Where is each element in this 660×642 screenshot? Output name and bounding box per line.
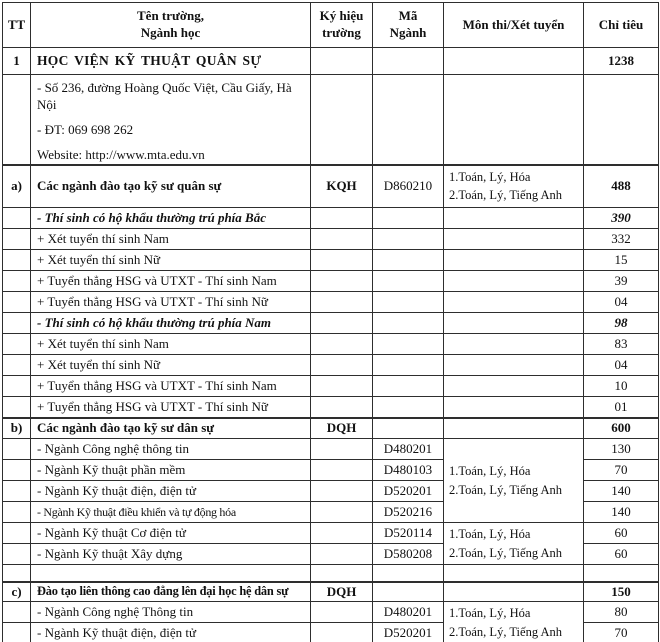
col-header-major-code-line2: Ngành	[389, 25, 427, 40]
cell-tt	[3, 502, 31, 523]
cell-tt: c)	[3, 582, 31, 602]
cell-major-code: D520216	[373, 502, 444, 523]
subjects-line2: 2.Toán, Lý, Tiếng Anh	[449, 188, 563, 203]
table-row	[3, 397, 659, 418]
phone-line: - ĐT: 069 698 262	[37, 121, 134, 137]
cell-school-code	[311, 439, 373, 460]
cell-school-code	[311, 271, 373, 292]
cell-major-code: D520201	[373, 481, 444, 502]
row-region-south	[3, 313, 659, 334]
cell-name: + Xét tuyển thí sinh Nữ	[31, 250, 311, 271]
cell-name: + Tuyển thẳng HSG và UTXT - Thí sinh Nam	[31, 376, 311, 397]
cell-tt	[3, 334, 31, 355]
col-header-subjects: Môn thi/Xét tuyển	[444, 3, 584, 48]
cell-tt	[3, 481, 31, 502]
subjects-line2: 2.Toán, Lý, Tiếng Anh	[449, 545, 563, 560]
cell-quota	[584, 75, 659, 165]
cell-name: Các ngành đào tạo kỹ sư quân sự	[31, 165, 311, 208]
cell-quota: 70	[584, 623, 659, 642]
cell-school-code: KQH	[311, 165, 373, 208]
cell-school-code	[311, 460, 373, 481]
subjects-line1: 1.Toán, Lý, Hóa	[449, 605, 531, 620]
header-row	[3, 3, 659, 48]
cell-name: - Ngành Kỹ thuật Xây dựng	[31, 544, 311, 565]
subjects-line1: 1.Toán, Lý, Hóa	[449, 169, 531, 184]
cell-tt	[3, 355, 31, 376]
cell-quota: 83	[584, 334, 659, 355]
cell-major-code	[373, 355, 444, 376]
cell-major-code	[373, 565, 444, 582]
cell-major-code	[373, 397, 444, 418]
cell-subjects	[444, 271, 584, 292]
cell-name: + Tuyển thẳng HSG và UTXT - Thí sinh Nữ	[31, 292, 311, 313]
cell-tt	[3, 623, 31, 642]
cell-quota: 1238	[584, 48, 659, 75]
cell-major-code	[373, 313, 444, 334]
cell-school-code	[311, 397, 373, 418]
cell-school-code	[311, 544, 373, 565]
cell-name: + Xét tuyển thí sinh Nữ	[31, 355, 311, 376]
cell-quota: 70	[584, 460, 659, 481]
cell-school-code	[311, 481, 373, 502]
table-row	[3, 376, 659, 397]
cell-subjects	[444, 165, 584, 208]
cell-quota: 98	[584, 313, 659, 334]
cell-name: + Xét tuyển thí sinh Nam	[31, 229, 311, 250]
cell-tt	[3, 271, 31, 292]
cell-major-code: D520201	[373, 623, 444, 642]
cell-school-code	[311, 355, 373, 376]
cell-school-code	[311, 229, 373, 250]
table-row	[3, 292, 659, 313]
table-row	[3, 602, 659, 623]
col-header-major-code	[373, 3, 444, 48]
cell-school-code	[311, 292, 373, 313]
address-line: - Số 236, đường Hoàng Quốc Việt, Cầu Giấy, Hà Nội	[37, 80, 292, 112]
cell-major-code	[373, 229, 444, 250]
cell-major-code: D480103	[373, 460, 444, 481]
cell-quota: 60	[584, 544, 659, 565]
cell-school-code	[311, 334, 373, 355]
col-header-name	[31, 3, 311, 48]
cell-name: + Xét tuyển thí sinh Nam	[31, 334, 311, 355]
col-header-tt: TT	[3, 3, 31, 48]
row-academy-info	[3, 75, 659, 165]
cell-subjects	[444, 418, 584, 439]
cell-tt	[3, 523, 31, 544]
cell-tt: a)	[3, 165, 31, 208]
cell-major-code: D520114	[373, 523, 444, 544]
cell-tt	[3, 397, 31, 418]
table-row	[3, 334, 659, 355]
cell-name: - Ngành Công nghệ thông tin	[31, 439, 311, 460]
cell-subjects	[444, 313, 584, 334]
cell-major-code	[373, 292, 444, 313]
cell-school-code	[311, 523, 373, 544]
cell-subjects	[444, 565, 584, 582]
cell-tt	[3, 229, 31, 250]
row-academy-title	[3, 48, 659, 75]
cell-school-code	[311, 502, 373, 523]
cell-subjects	[444, 229, 584, 250]
cell-subjects	[444, 334, 584, 355]
cell-subjects	[444, 250, 584, 271]
empty-row	[3, 565, 659, 582]
cell-quota: 80	[584, 602, 659, 623]
table-row	[3, 250, 659, 271]
cell-name: - Thí sinh có hộ khẩu thường trú phía Nam	[31, 313, 311, 334]
row-section-a	[3, 165, 659, 208]
cell-quota: 600	[584, 418, 659, 439]
cell-tt	[3, 460, 31, 481]
cell-subjects	[444, 397, 584, 418]
cell-subjects	[444, 75, 584, 165]
cell-school-code	[311, 208, 373, 229]
cell-tt	[3, 250, 31, 271]
cell-quota: 04	[584, 355, 659, 376]
cell-school-code	[311, 602, 373, 623]
cell-name: HỌC VIỆN KỸ THUẬT QUÂN SỰ	[31, 48, 311, 75]
cell-major-code	[373, 582, 444, 602]
cell-subjects	[444, 208, 584, 229]
cell-tt: 1	[3, 48, 31, 75]
admissions-table	[2, 2, 659, 642]
cell-major-code	[373, 250, 444, 271]
cell-quota: 150	[584, 582, 659, 602]
row-section-c	[3, 582, 659, 602]
cell-quota: 140	[584, 481, 659, 502]
row-section-b	[3, 418, 659, 439]
cell-quota: 10	[584, 376, 659, 397]
cell-tt	[3, 565, 31, 582]
cell-subjects	[444, 48, 584, 75]
cell-major-code	[373, 208, 444, 229]
subjects-line2: 2.Toán, Lý, Tiếng Anh	[449, 482, 563, 497]
row-region-north	[3, 208, 659, 229]
cell-name: + Tuyển thẳng HSG và UTXT - Thí sinh Nữ	[31, 397, 311, 418]
cell-major-code	[373, 48, 444, 75]
cell-subjects	[444, 376, 584, 397]
cell-school-code	[311, 75, 373, 165]
cell-tt	[3, 75, 31, 165]
table-row	[3, 439, 659, 460]
cell-school-code	[311, 48, 373, 75]
cell-tt	[3, 602, 31, 623]
cell-quota: 332	[584, 229, 659, 250]
cell-quota: 04	[584, 292, 659, 313]
cell-name: Các ngành đào tạo kỹ sư dân sự	[31, 418, 311, 439]
cell-name: - Ngành Kỹ thuật điều khiển và tự động hóa	[31, 502, 311, 523]
cell-major-code	[373, 334, 444, 355]
cell-tt	[3, 376, 31, 397]
cell-tt	[3, 292, 31, 313]
cell-tt	[3, 544, 31, 565]
cell-name: - Thí sinh có hộ khẩu thường trú phía Bắc	[31, 208, 311, 229]
cell-major-code	[373, 271, 444, 292]
cell-school-code: DQH	[311, 418, 373, 439]
col-header-school-code	[311, 3, 373, 48]
subjects-line2: 2.Toán, Lý, Tiếng Anh	[449, 624, 563, 639]
col-header-school-code-line1: Ký hiệu	[319, 8, 364, 24]
cell-major-code: D480201	[373, 602, 444, 623]
cell-quota: 01	[584, 397, 659, 418]
subjects-line1: 1.Toán, Lý, Hóa	[449, 463, 531, 478]
table-row	[3, 355, 659, 376]
cell-quota	[584, 565, 659, 582]
cell-academy-address	[31, 75, 311, 165]
cell-subjects	[444, 602, 584, 642]
cell-subjects	[444, 439, 584, 523]
cell-school-code	[311, 313, 373, 334]
cell-quota: 39	[584, 271, 659, 292]
col-header-major-code-line1: Mã	[398, 8, 418, 24]
col-header-school-code-line2: trường	[322, 25, 361, 40]
cell-name: + Tuyển thẳng HSG và UTXT - Thí sinh Nam	[31, 271, 311, 292]
cell-major-code	[373, 376, 444, 397]
cell-major-code: D480201	[373, 439, 444, 460]
cell-name: - Ngành Công nghệ Thông tin	[31, 602, 311, 623]
col-header-name-line1: Tên trường,	[137, 8, 204, 24]
website-line: Website: http://www.mta.edu.vn	[37, 146, 205, 162]
cell-name: - Ngành Kỹ thuật phần mềm	[31, 460, 311, 481]
cell-major-code: D580208	[373, 544, 444, 565]
subjects-line1: 1.Toán, Lý, Hóa	[449, 526, 531, 541]
cell-major-code	[373, 418, 444, 439]
cell-tt	[3, 208, 31, 229]
cell-major-code: D860210	[373, 165, 444, 208]
cell-school-code	[311, 376, 373, 397]
cell-quota: 15	[584, 250, 659, 271]
cell-name: Đào tạo liên thông cao đẳng lên đại học hệ dân sự	[31, 582, 311, 602]
col-header-quota: Chỉ tiêu	[584, 3, 659, 48]
table-row	[3, 523, 659, 544]
table-row	[3, 229, 659, 250]
cell-name: - Ngành Kỹ thuật điện, điện tử	[31, 481, 311, 502]
cell-name	[31, 565, 311, 582]
cell-subjects	[444, 582, 584, 602]
cell-quota: 140	[584, 502, 659, 523]
cell-quota: 130	[584, 439, 659, 460]
cell-quota: 60	[584, 523, 659, 544]
col-header-name-line2: Ngành học	[140, 25, 201, 40]
cell-name: - Ngành Kỹ thuật điện, điện tử	[31, 623, 311, 642]
cell-quota: 390	[584, 208, 659, 229]
cell-school-code: DQH	[311, 582, 373, 602]
table-row	[3, 271, 659, 292]
cell-tt	[3, 439, 31, 460]
cell-tt: b)	[3, 418, 31, 439]
cell-tt	[3, 313, 31, 334]
cell-name: - Ngành Kỹ thuật Cơ điện tử	[31, 523, 311, 544]
cell-major-code	[373, 75, 444, 165]
cell-quota: 488	[584, 165, 659, 208]
cell-school-code	[311, 250, 373, 271]
cell-subjects	[444, 292, 584, 313]
cell-school-code	[311, 565, 373, 582]
cell-subjects	[444, 523, 584, 565]
cell-school-code	[311, 623, 373, 642]
cell-subjects	[444, 355, 584, 376]
